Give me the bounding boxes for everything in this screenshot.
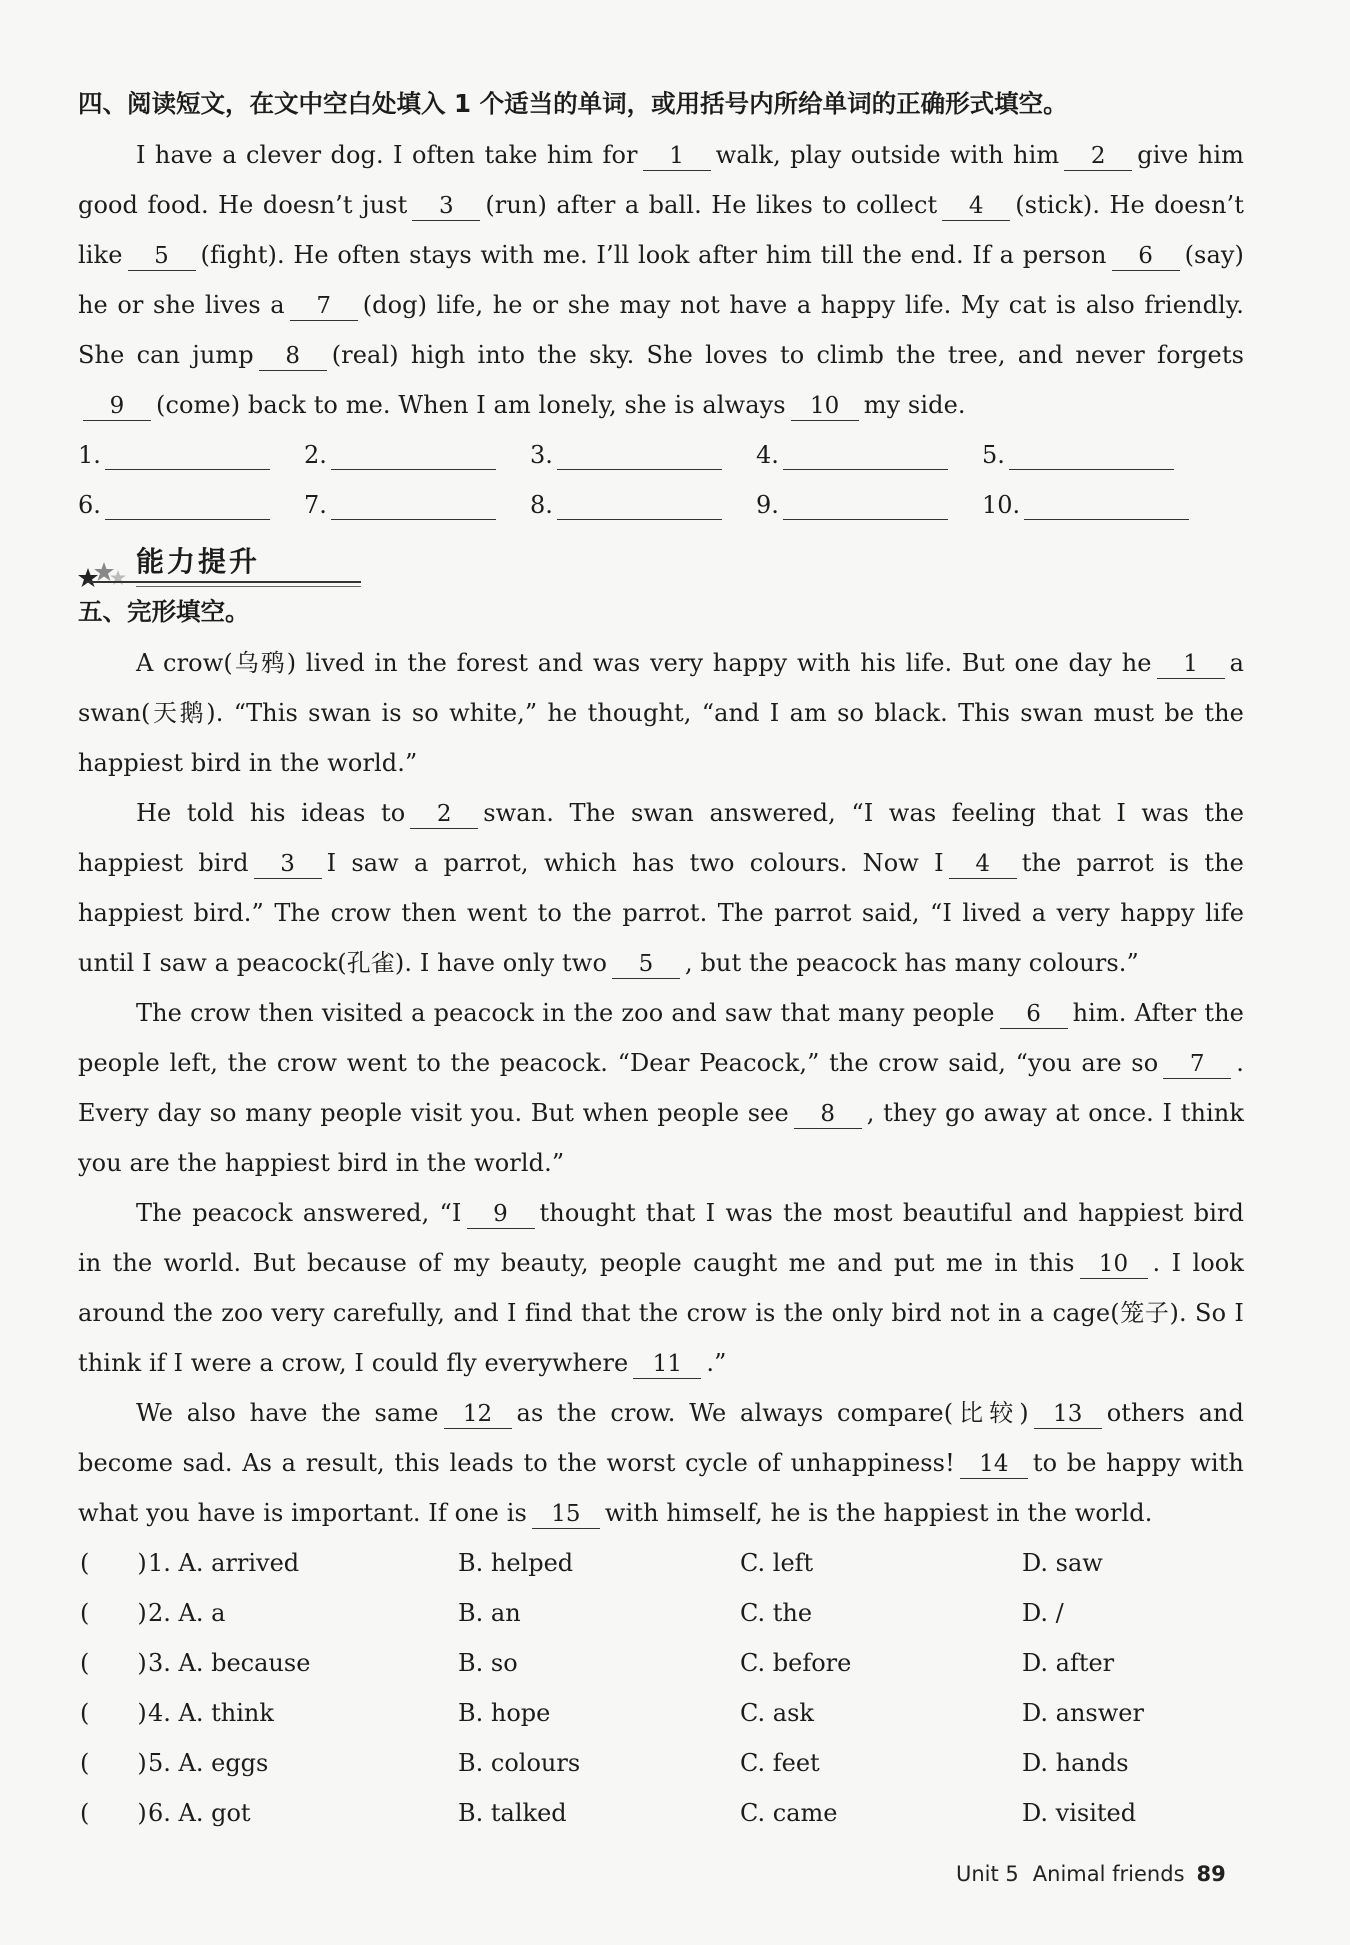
option-b[interactable]: B. so <box>458 1649 518 1677</box>
option-c[interactable]: C. before <box>740 1649 852 1677</box>
answer-line[interactable] <box>557 439 722 470</box>
blank-9[interactable]: 9 <box>83 392 151 421</box>
passage-text: He told his ideas to <box>136 799 406 827</box>
option-d[interactable]: D. hands <box>1022 1749 1129 1777</box>
answer-paren[interactable]: ( ) <box>80 1549 147 1577</box>
answer-number: 8. <box>530 491 553 519</box>
answer-number: 6. <box>78 491 101 519</box>
passage-text: (real) high into the sky. She loves to climb the tree, and never forgets <box>331 341 1244 369</box>
passage-text: to be happy with what you have is important. If one is <box>78 1449 1244 1527</box>
ability-banner <box>78 534 1244 594</box>
answer-number: 7. <box>304 491 327 519</box>
option-c[interactable]: C. ask <box>740 1699 814 1727</box>
answer-number: 2. <box>304 441 327 469</box>
cloze-blank-6[interactable]: 6 <box>1000 1000 1068 1029</box>
answer-cell <box>756 480 982 530</box>
option-row <box>78 1588 1244 1638</box>
blank-6[interactable]: 6 <box>1112 242 1180 271</box>
section-4-title: 四、阅读短文，在文中空白处填入 1 个适当的单词，或用括号内所给单词的正确形式填空。 <box>78 89 1068 118</box>
option-a[interactable]: 3. A. because <box>148 1649 311 1677</box>
page-number: 89 <box>1196 1862 1226 1886</box>
option-b[interactable]: B. hope <box>458 1699 551 1727</box>
option-b[interactable]: B. colours <box>458 1749 581 1777</box>
passage-text: I saw a parrot, which has two colours. Now I <box>326 849 944 877</box>
cloze-blank-1[interactable]: 1 <box>1157 650 1225 679</box>
answer-line[interactable] <box>557 489 722 520</box>
blank-3[interactable]: 3 <box>412 192 480 221</box>
passage-text: (dog) life, he or she may not have a happy life. My cat is also friendly. She can jump <box>78 291 1245 369</box>
banner-title: 能力提升 <box>136 545 261 578</box>
answer-number: 1. <box>78 441 101 469</box>
passage-text: give him good food. He doesn’t just <box>78 141 1244 219</box>
passage-text: (stick). He doesn’t like <box>78 191 1244 269</box>
option-b[interactable]: B. an <box>458 1599 521 1627</box>
answer-cell <box>982 430 1208 480</box>
answer-number: 4. <box>756 441 779 469</box>
passage-text: my side. <box>863 391 966 419</box>
cloze-options <box>78 1538 1244 1838</box>
option-d[interactable]: D. visited <box>1022 1799 1137 1827</box>
option-c[interactable]: C. came <box>740 1799 838 1827</box>
cloze-paragraph-2 <box>78 788 1244 988</box>
answer-paren[interactable]: ( ) <box>80 1649 147 1677</box>
passage-text: him. After the people left, the crow went to the peacock. “Dear Peacock,” the crow said, “you are so <box>78 999 1244 1077</box>
answer-line[interactable] <box>105 439 270 470</box>
passage-text: The peacock answered, “I <box>136 1199 462 1227</box>
footer-unit: Unit 5 <box>956 1862 1019 1886</box>
option-b[interactable]: B. talked <box>458 1799 567 1827</box>
option-d[interactable]: D. / <box>1022 1599 1064 1627</box>
cloze-blank-2[interactable]: 2 <box>410 800 478 829</box>
passage-text: , but the peacock has many colours.” <box>685 949 1139 977</box>
cloze-blank-4[interactable]: 4 <box>949 850 1017 879</box>
blank-4[interactable]: 4 <box>942 192 1010 221</box>
blank-2[interactable]: 2 <box>1064 142 1132 171</box>
answer-cell <box>530 430 756 480</box>
banner-rule <box>86 581 361 583</box>
cloze-blank-12[interactable]: 12 <box>444 1400 512 1429</box>
answer-number: 5. <box>982 441 1005 469</box>
option-d[interactable]: D. saw <box>1022 1549 1103 1577</box>
answer-paren[interactable]: ( ) <box>80 1599 147 1627</box>
blank-7[interactable]: 7 <box>290 292 358 321</box>
passage-text: thought that I was the most beautiful and happiest bird in the world. But because of my beauty, people caught me and put me in this <box>78 1199 1245 1277</box>
passage-text: , they go away at once. I think you are the happiest bird in the world.” <box>78 1099 1244 1177</box>
banner-rule <box>136 586 361 587</box>
answer-line[interactable] <box>1009 439 1174 470</box>
cloze-blank-14[interactable]: 14 <box>960 1450 1028 1479</box>
cloze-blank-7[interactable]: 7 <box>1163 1050 1231 1079</box>
option-a[interactable]: 4. A. think <box>148 1699 274 1727</box>
answer-number: 10. <box>982 491 1021 519</box>
option-row <box>78 1688 1244 1738</box>
cloze-blank-9[interactable]: 9 <box>467 1200 535 1229</box>
passage-text: I have a clever dog. I often take him for <box>136 141 638 169</box>
passage-text: as the crow. We always compare(比较) <box>516 1399 1029 1427</box>
cloze-blank-15[interactable]: 15 <box>532 1500 600 1529</box>
answer-grid <box>78 430 1244 530</box>
answer-line[interactable] <box>783 489 948 520</box>
answer-number: 9. <box>756 491 779 519</box>
option-d[interactable]: D. answer <box>1022 1699 1144 1727</box>
answer-paren[interactable]: ( ) <box>80 1749 147 1777</box>
answer-cell <box>304 430 530 480</box>
passage-text: A crow(乌鸦) lived in the forest and was very happy with his life. But one day he <box>136 649 1152 677</box>
option-row <box>78 1638 1244 1688</box>
passage-text: The crow then visited a peacock in the zoo and saw that many people <box>136 999 995 1027</box>
passage-text: with himself, he is the happiest in the world. <box>604 1499 1153 1527</box>
option-b[interactable]: B. helped <box>458 1549 574 1577</box>
option-a[interactable]: 5. A. eggs <box>148 1749 269 1777</box>
section-4-passage <box>78 130 1244 430</box>
answer-cell <box>530 480 756 530</box>
passage-text: walk, play outside with him <box>715 141 1060 169</box>
option-row <box>78 1738 1244 1788</box>
page-content <box>78 86 1244 1838</box>
option-c[interactable]: C. the <box>740 1599 813 1627</box>
passage-text: (run) after a ball. He likes to collect <box>485 191 938 219</box>
cloze-blank-13[interactable]: 13 <box>1034 1400 1102 1429</box>
answer-line[interactable] <box>105 489 270 520</box>
passage-text: a swan(天鹅). “This swan is so white,” he thought, “and I am so black. This swan must be the happiest bird in the world.” <box>78 649 1244 777</box>
option-d[interactable]: D. after <box>1022 1649 1115 1677</box>
answer-line[interactable] <box>331 489 496 520</box>
answer-cell <box>78 430 304 480</box>
section-5-title: 五、完形填空。 <box>78 597 250 626</box>
option-a[interactable]: 1. A. arrived <box>148 1549 300 1577</box>
passage-text: .” <box>706 1349 727 1377</box>
cloze-blank-5[interactable]: 5 <box>612 950 680 979</box>
cloze-paragraph-4 <box>78 1188 1244 1388</box>
cloze-paragraph-1 <box>78 638 1244 788</box>
option-c[interactable]: C. feet <box>740 1749 820 1777</box>
option-a[interactable]: 2. A. a <box>148 1599 226 1627</box>
answer-line[interactable] <box>331 439 496 470</box>
passage-text: (say) he or she lives a <box>78 241 1244 319</box>
option-row <box>78 1788 1244 1838</box>
blank-1[interactable]: 1 <box>643 142 711 171</box>
answer-line[interactable] <box>1024 489 1189 520</box>
page-footer <box>956 1862 1226 1886</box>
passage-text: (come) back to me. When I am lonely, she is always <box>156 391 786 419</box>
cloze-blank-8[interactable]: 8 <box>794 1100 862 1129</box>
cloze-paragraph-5 <box>78 1388 1244 1538</box>
cloze-paragraph-3 <box>78 988 1244 1188</box>
cloze-blank-3[interactable]: 3 <box>254 850 322 879</box>
cloze-blank-10[interactable]: 10 <box>1080 1250 1148 1279</box>
answer-cell <box>78 480 304 530</box>
answer-paren[interactable]: ( ) <box>80 1799 147 1827</box>
blank-5[interactable]: 5 <box>128 242 196 271</box>
passage-text: others and become sad. As a result, this leads to the worst cycle of unhappiness! <box>78 1399 1244 1477</box>
passage-text: the parrot is the happiest bird.” The crow then went to the parrot. The parrot said, “I lived a very happy life until I saw a peacock(孔雀). I have only two <box>78 849 1244 977</box>
answer-cell <box>982 480 1208 530</box>
footer-title: Animal friends <box>1032 1862 1185 1886</box>
passage-text: . I look around the zoo very carefully, and I find that the crow is the only bird not in a cage(笼子). So I think if I were a crow, I could fly everywhere <box>78 1249 1244 1377</box>
answer-number: 3. <box>530 441 553 469</box>
answer-paren[interactable]: ( ) <box>80 1699 147 1727</box>
blank-10[interactable]: 10 <box>791 392 859 421</box>
answer-cell <box>304 480 530 530</box>
passage-text: (fight). He often stays with me. I’ll look after him till the end. If a person <box>200 241 1107 269</box>
answer-cell <box>756 430 982 480</box>
passage-text: . Every day so many people visit you. But when people see <box>78 1049 1244 1127</box>
option-a[interactable]: 6. A. got <box>148 1799 251 1827</box>
option-c[interactable]: C. left <box>740 1549 814 1577</box>
blank-8[interactable]: 8 <box>259 342 327 371</box>
answer-line[interactable] <box>783 439 948 470</box>
option-row <box>78 1538 1244 1588</box>
cloze-blank-11[interactable]: 11 <box>633 1350 701 1379</box>
passage-text: swan. The swan answered, “I was feeling that I was the happiest bird <box>78 799 1244 877</box>
passage-text: We also have the same <box>136 1399 439 1427</box>
